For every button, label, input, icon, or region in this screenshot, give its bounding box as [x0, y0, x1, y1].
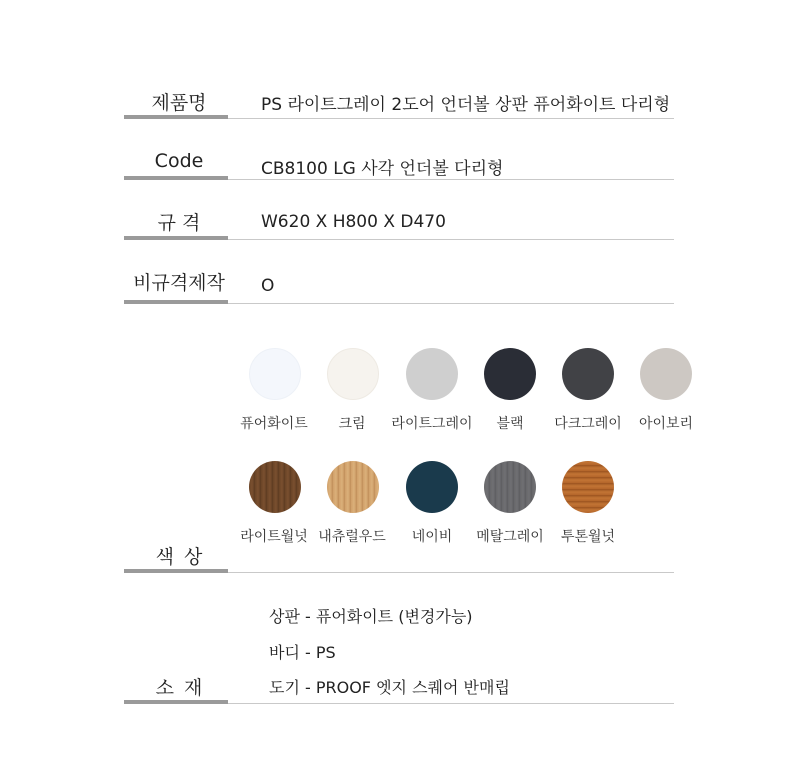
spec-row-color [124, 540, 674, 574]
spec-label: 규 격 [157, 212, 201, 234]
swatch-cream[interactable] [327, 348, 379, 400]
swatch-label: 크림 [338, 416, 366, 432]
swatch-pure-white[interactable] [249, 348, 301, 400]
swatch-natural-wood[interactable] [327, 461, 379, 513]
label-underline [124, 115, 228, 119]
spec-row-size [124, 208, 674, 240]
swatch-label: 블랙 [496, 416, 524, 432]
label-underline [124, 700, 228, 704]
material-item: 바디 - PS [269, 643, 336, 662]
swatch-light-walnut[interactable] [249, 461, 301, 513]
spec-value: O [261, 276, 275, 296]
label-underline [124, 300, 228, 304]
spec-row-material [124, 673, 674, 705]
swatch-light-gray[interactable] [406, 348, 458, 400]
swatch-black[interactable] [484, 348, 536, 400]
spec-value: CB8100 LG 사각 언더볼 다리형 [261, 159, 504, 179]
spec-label: Code [154, 150, 204, 172]
label-underline [124, 569, 228, 573]
swatch-metal-gray[interactable] [484, 461, 536, 513]
spec-row-code [124, 150, 674, 182]
material-item: 상판 - 퓨어화이트 (변경가능) [269, 607, 473, 626]
swatch-dark-gray[interactable] [562, 348, 614, 400]
label-underline [124, 236, 228, 240]
spec-row-product-name [124, 88, 674, 120]
swatch-label: 내츄럴우드 [318, 529, 386, 545]
spec-row-custom-size [124, 268, 674, 304]
swatch-label: 아이보리 [638, 416, 694, 432]
swatch-label: 퓨어화이트 [240, 416, 308, 432]
material-item: 도기 - PROOF 엣지 스퀘어 반매립 [269, 678, 510, 697]
spec-value: PS 라이트그레이 2도어 언더볼 상판 퓨어화이트 다리형 [261, 95, 671, 115]
swatch-label: 메탈그레이 [476, 529, 544, 545]
swatch-label: 네이비 [411, 529, 453, 545]
spec-label: 비규격제작 [133, 272, 225, 294]
swatch-two-tone-walnut[interactable] [562, 461, 614, 513]
spec-label: 색 상 [155, 546, 203, 568]
swatch-label: 라이트월넛 [240, 529, 308, 545]
swatch-label: 라이트그레이 [391, 416, 473, 432]
swatch-ivory[interactable] [640, 348, 692, 400]
spec-value: W620 X H800 X D470 [261, 212, 446, 232]
swatch-label: 투톤월넛 [560, 529, 616, 545]
swatch-navy[interactable] [406, 461, 458, 513]
label-underline [124, 176, 228, 180]
spec-label: 소 재 [155, 677, 203, 699]
spec-label: 제품명 [151, 92, 207, 114]
swatch-label: 다크그레이 [554, 416, 622, 432]
